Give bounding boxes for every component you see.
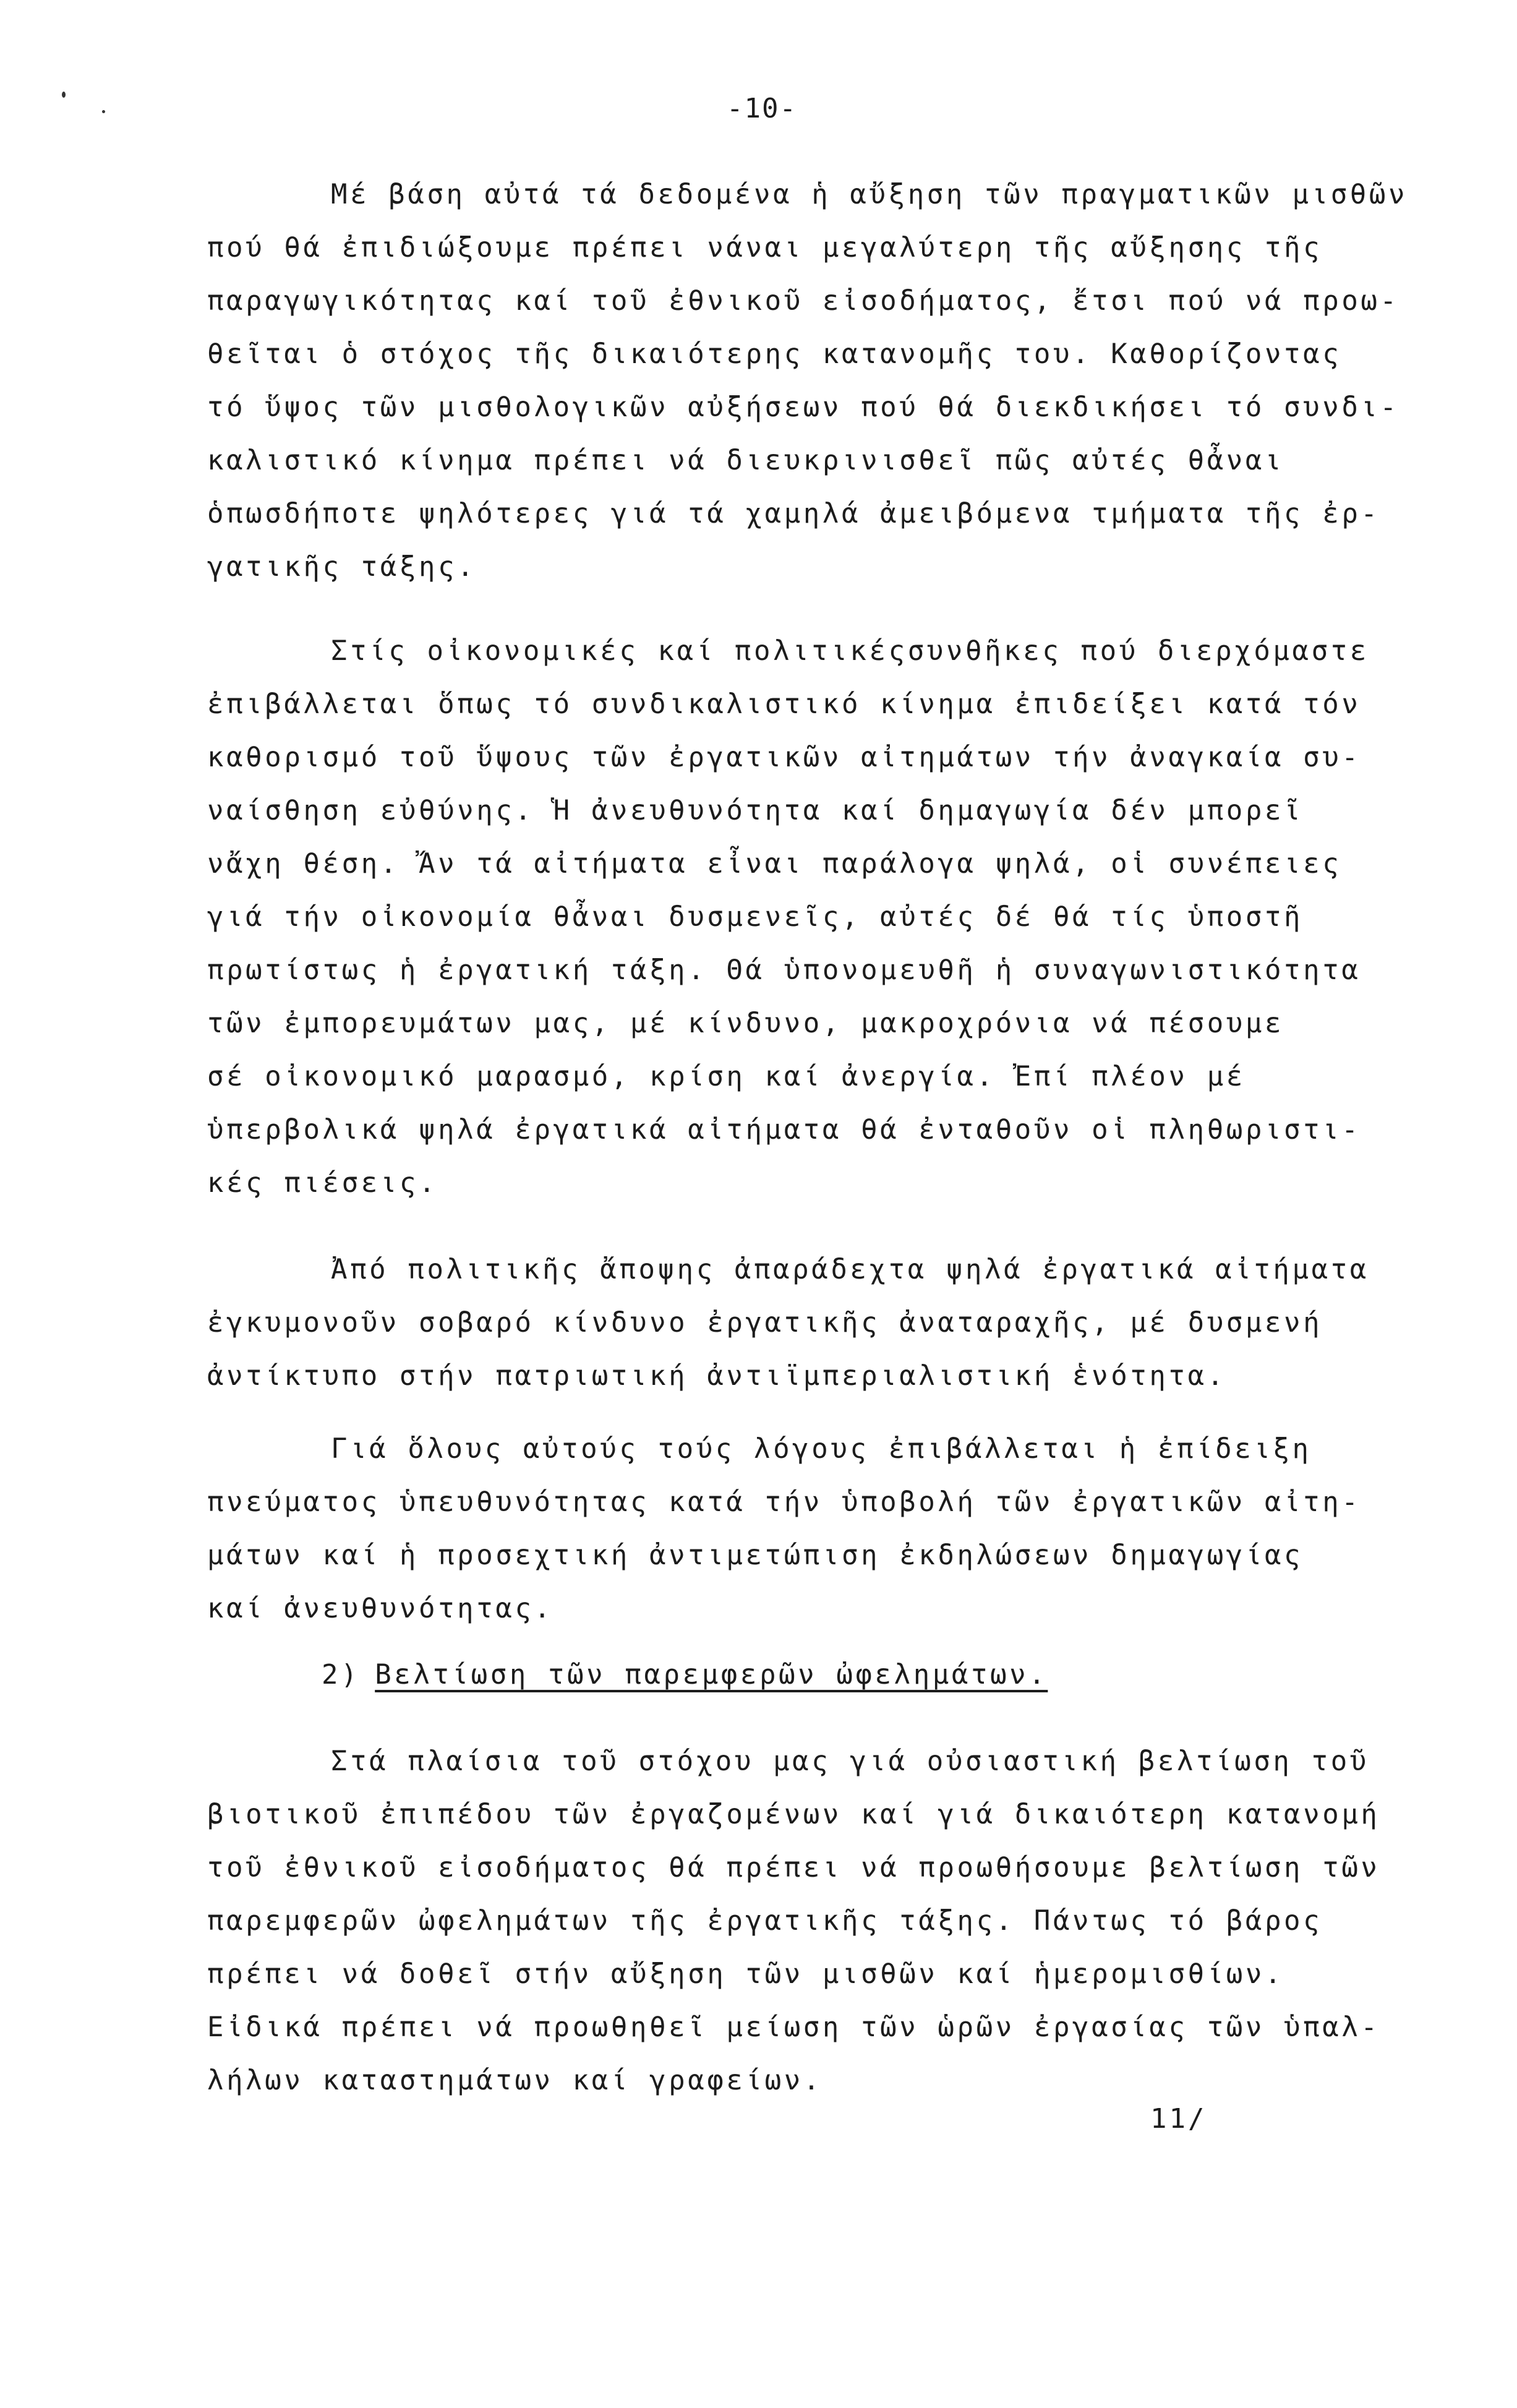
text-line: ἐπιβάλλεται ὅπως τό συνδικαλιστικό κίνημα ἐπιδείξει κατά τόν [207, 688, 1361, 720]
scan-speck [102, 110, 105, 113]
paragraph [207, 1423, 1419, 1635]
text-line: θεῖται ὁ στόχος τῆς δικαιότερης κατανομῆς του. Καθορίζοντας [207, 338, 1342, 370]
text-line: νἄχη θέση. Ἄν τά αἰτήματα εἶναι παράλογα ψηλά, οἱ συνέπειες [207, 848, 1342, 880]
text-line: Μέ βάση αὐτά τά δεδομένα ἡ αὔξηση τῶν πραγματικῶν μισθῶν [331, 179, 1408, 210]
text-line: ὑπερβολικά ψηλά ἐργατικά αἰτήματα θά ἐνταθοῦν οἱ πληθωριστι- [207, 1114, 1361, 1146]
page-number: -10- [727, 93, 797, 124]
text-line: Εἰδικά πρέπει νά προωθηθεῖ μείωση τῶν ὡρῶν ἐργασίας τῶν ὑπαλ- [207, 2012, 1380, 2043]
text-line: πνεύματος ὑπευθυνότητας κατά τήν ὑποβολή τῶν ἐργατικῶν αἰτη- [207, 1486, 1361, 1518]
text-line: Ἀπό πολιτικῆς ἄποψης ἀπαράδεχτα ψηλά ἐργατικά αἰτήματα [331, 1254, 1369, 1285]
text-line: ἀντίκτυπο στήν πατριωτική ἀντιϊμπεριαλιστική ἑνότητα. [207, 1360, 1226, 1392]
scan-speck [62, 92, 66, 98]
text-line: σέ οἰκονομικό μαρασμό, κρίση καί ἀνεργία. Ἐπί πλέον μέ [207, 1061, 1246, 1092]
text-line: ναίσθηση εὐθύνης. Ἡ ἀνευθυνότητα καί δημαγωγία δέν μπορεῖ [207, 795, 1304, 826]
paragraph [207, 168, 1419, 594]
paragraph [207, 625, 1419, 1210]
text-line: πρέπει νά δοθεῖ στήν αὔξηση τῶν μισθῶν καί ἡμερομισθίων. [207, 1958, 1284, 1990]
text-line: παρεμφερῶν ὠφελημάτων τῆς ἐργατικῆς τάξης. Πάντως τό βάρος [207, 1905, 1323, 1937]
paragraph [207, 1243, 1419, 1403]
text-line: ὁπωσδήποτε ψηλότερες γιά τά χαμηλά ἀμειβόμενα τμήματα τῆς ἐρ- [207, 498, 1380, 529]
section-title: Βελτίωση τῶν παρεμφερῶν ὠφελημάτων. [375, 1659, 1048, 1690]
text-line: Στά πλαίσια τοῦ στόχου μας γιά οὐσιαστική βελτίωση τοῦ [331, 1746, 1369, 1777]
paragraph [207, 1735, 1419, 2107]
text-line: βιοτικοῦ ἐπιπέδου τῶν ἐργαζομένων καί γιά δικαιότερη κατανομή [207, 1799, 1380, 1830]
text-line: Στίς οἰκονομικές καί πολιτικέςσυνθῆκες πού διερχόμαστε [331, 635, 1369, 667]
text-line: λήλων καταστημάτων καί γραφείων. [207, 2065, 823, 2096]
text-line: καί ἀνευθυνότητας. [207, 1593, 553, 1624]
text-line: γιά τήν οἰκονομία θἆναι δυσμενεῖς, αὐτές δέ θά τίς ὑποστῆ [207, 901, 1304, 933]
text-line: καλιστικό κίνημα πρέπει νά διευκρινισθεῖ πῶς αὐτές θἆναι [207, 445, 1284, 476]
continuation-marker: 11/ [1150, 2103, 1207, 2135]
text-line: καθορισμό τοῦ ὕψους τῶν ἐργατικῶν αἰτημάτων τήν ἀναγκαία συ- [207, 742, 1361, 773]
text-line: κές πιέσεις. [207, 1167, 438, 1199]
section-number: 2) [322, 1659, 361, 1690]
text-line: τοῦ ἐθνικοῦ εἰσοδήματος θά πρέπει νά προωθήσουμε βελτίωση τῶν [207, 1852, 1380, 1883]
text-line: γατικῆς τάξης. [207, 551, 477, 583]
text-line: τό ὕψος τῶν μισθολογικῶν αὐξήσεων πού θά διεκδικήσει τό συνδι- [207, 392, 1399, 423]
text-line: μάτων καί ἡ προσεχτική ἀντιμετώπιση ἐκδηλώσεων δημαγωγίας [207, 1540, 1304, 1571]
text-line: Γιά ὅλους αὐτούς τούς λόγους ἐπιβάλλεται ἡ ἐπίδειξη [331, 1433, 1312, 1465]
text-line: παραγωγικότητας καί τοῦ ἐθνικοῦ εἰσοδήματος, ἔτσι πού νά προω- [207, 285, 1399, 317]
text-line: ἐγκυμονοῦν σοβαρό κίνδυνο ἐργατικῆς ἀναταραχῆς, μέ δυσμενή [207, 1307, 1323, 1339]
text-line: πρωτίστως ἡ ἐργατική τάξη. Θά ὑπονομευθῆ ἡ συναγωνιστικότητα [207, 954, 1361, 986]
section-heading [322, 1648, 1048, 1702]
text-line: τῶν ἐμπορευμάτων μας, μέ κίνδυνο, μακροχρόνια νά πέσουμε [207, 1008, 1284, 1039]
text-line: πού θά ἐπιδιώξουμε πρέπει νάναι μεγαλύτερη τῆς αὔξησης τῆς [207, 232, 1323, 264]
